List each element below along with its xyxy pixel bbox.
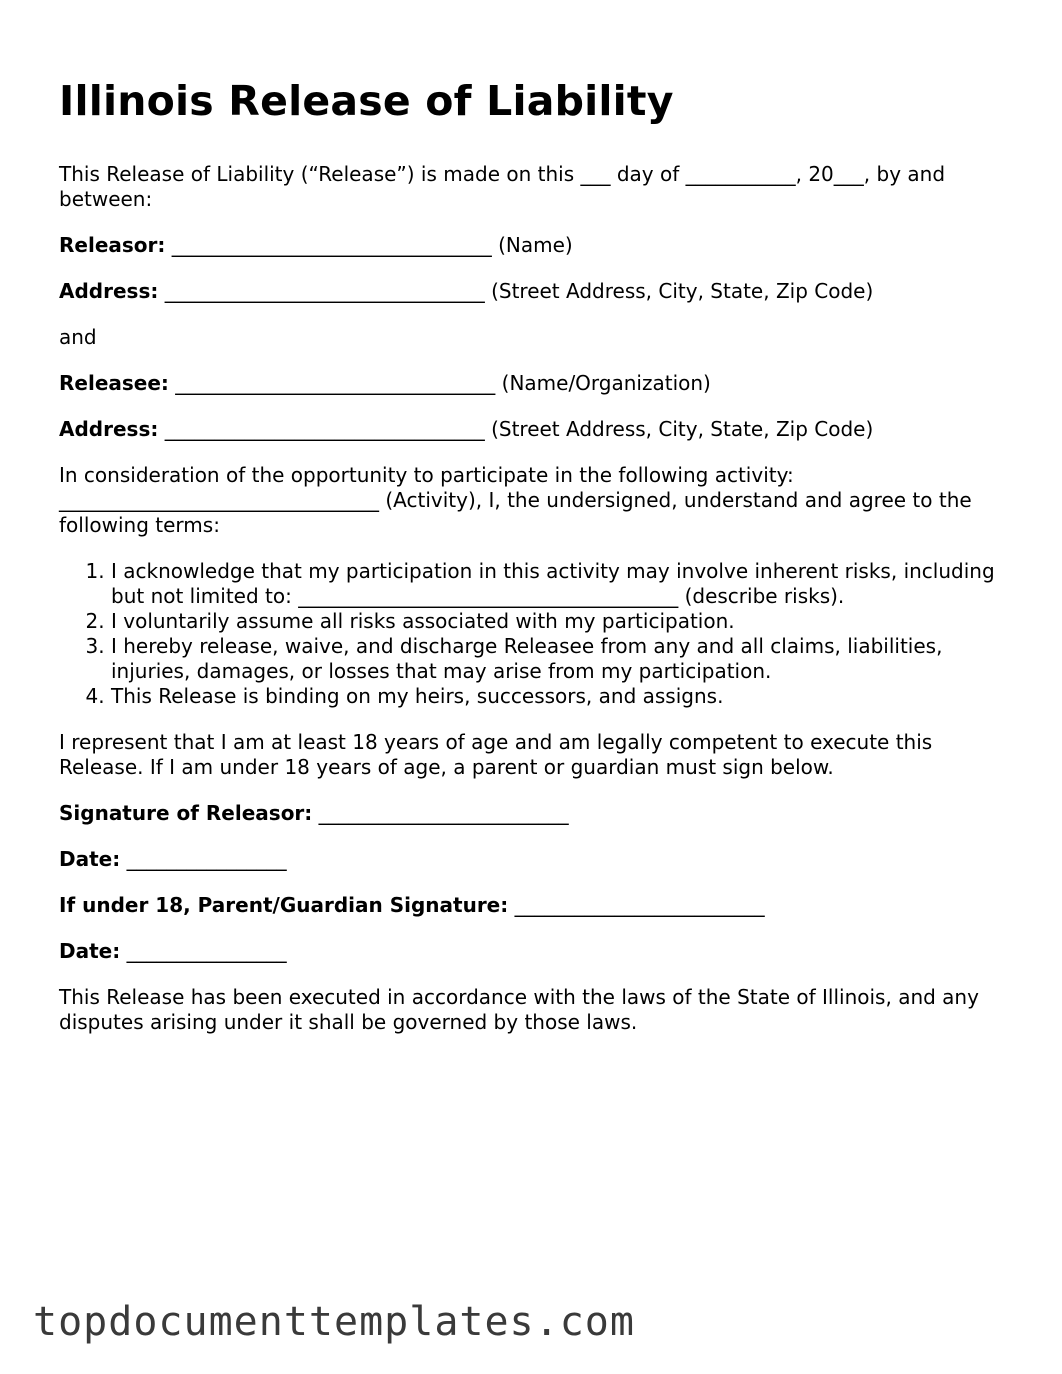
- consideration-paragraph: [59, 463, 1009, 538]
- consideration-text-before: In consideration of the opportunity to participate in the following activity:: [59, 463, 794, 487]
- releasee-label: Releasee:: [59, 371, 169, 395]
- releasor-address-hint: (Street Address, City, State, Zip Code): [491, 279, 874, 303]
- releasee-address-label: Address:: [59, 417, 159, 441]
- date-field-1: [59, 847, 1009, 872]
- releasee-blank: ________________________________: [175, 371, 496, 395]
- term-item: 4. This Release is binding on my heirs, successors, and assigns.: [111, 684, 1009, 709]
- date-blank-2: ________________: [126, 939, 287, 963]
- term-item: 2. I voluntarily assume all risks associated with my participation.: [111, 609, 1009, 634]
- term-item: 3. I hereby release, waive, and discharge Releasee from any and all claims, liabilities, injuries, damages, or losses that may arise from my participation.: [111, 634, 1009, 684]
- and-text: and: [59, 325, 97, 349]
- activity-blank: ________________________________: [59, 488, 379, 512]
- releasor-field: [59, 233, 1009, 258]
- consideration-text-after: (Activity), I, the undersigned, understand and agree to the following terms:: [59, 488, 972, 537]
- intro-paragraph: This Release of Liability (“Release”) is made on this ___ day of ___________, 20___, by and between:: [59, 162, 946, 211]
- releasor-label: Releasor:: [59, 233, 166, 257]
- date-label-1: Date:: [59, 847, 121, 871]
- releasor-blank: ________________________________: [171, 233, 492, 257]
- date-field-2: [59, 939, 1009, 964]
- releasor-address-field: [59, 279, 1009, 304]
- guardian-signature-label: If under 18, Parent/Guardian Signature:: [59, 893, 509, 917]
- age-statement: I represent that I am at least 18 years of age and am legally competent to execute this Release. If I am under 18 years of age, a parent or guardian must sign below.: [59, 730, 933, 779]
- date-label-2: Date:: [59, 939, 121, 963]
- releasee-field: [59, 371, 1009, 396]
- terms-list: [59, 559, 1009, 709]
- governing-law-paragraph: This Release has been executed in accordance with the laws of the State of Illinois, and any disputes arising under it shall be governed by those laws.: [59, 985, 979, 1034]
- releasor-signature-blank: _________________________: [318, 801, 569, 825]
- guardian-signature-blank: _________________________: [514, 893, 765, 917]
- releasor-signature-field: [59, 801, 1009, 826]
- releasor-hint: (Name): [498, 233, 573, 257]
- date-blank-1: ________________: [126, 847, 287, 871]
- releasor-address-label: Address:: [59, 279, 159, 303]
- guardian-signature-field: [59, 893, 1009, 918]
- releasee-address-blank: ________________________________: [164, 417, 485, 441]
- watermark-text: topdocumenttemplates.com: [33, 1299, 635, 1345]
- releasor-address-blank: ________________________________: [164, 279, 485, 303]
- releasee-address-hint: (Street Address, City, State, Zip Code): [491, 417, 874, 441]
- releasor-signature-label: Signature of Releasor:: [59, 801, 313, 825]
- releasee-address-field: [59, 417, 1009, 442]
- document-page: [59, 72, 1009, 1056]
- term-item: 1. I acknowledge that my participation in this activity may involve inherent risks, including but not limited to: ______________________________________ (describe risks).: [111, 559, 1009, 609]
- releasee-hint: (Name/Organization): [501, 371, 711, 395]
- document-title: Illinois Release of Liability: [59, 77, 674, 125]
